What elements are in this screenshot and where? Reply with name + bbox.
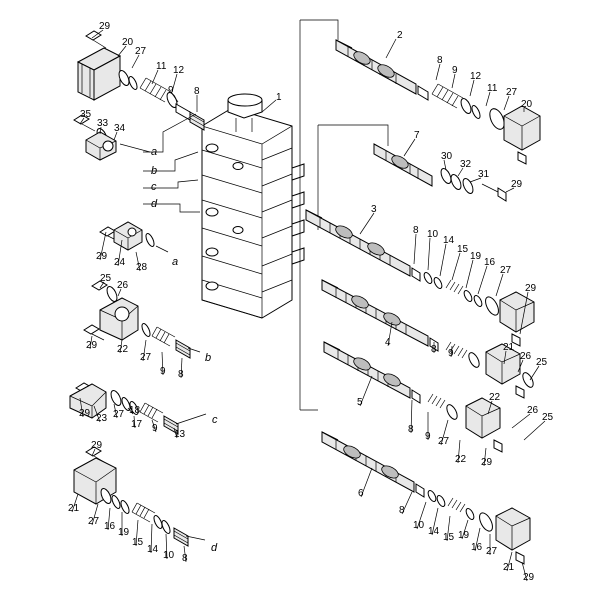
callout-8: 8 <box>431 344 437 355</box>
callout-6: 6 <box>358 488 364 499</box>
callout-14: 14 <box>428 526 440 537</box>
callout-27: 27 <box>113 409 125 420</box>
callout-12: 12 <box>470 71 482 82</box>
callout-b: b <box>205 352 212 364</box>
callout-20: 20 <box>122 37 134 48</box>
assembly-spool-6 <box>322 432 530 564</box>
callout-12: 12 <box>173 65 185 76</box>
callout-34: 34 <box>114 123 126 134</box>
callout-9: 9 <box>425 431 431 442</box>
callout-29: 29 <box>96 251 108 262</box>
valve-body-assembly <box>202 94 304 318</box>
callout-27: 27 <box>500 265 512 276</box>
callout-9: 9 <box>168 85 174 96</box>
callout-30: 30 <box>441 151 453 162</box>
assembly-a <box>100 222 168 252</box>
callout-16: 16 <box>104 521 116 532</box>
callout-3: 3 <box>371 204 377 215</box>
callout-29: 29 <box>523 572 535 583</box>
callout-19: 19 <box>118 527 130 538</box>
callout-31: 31 <box>478 169 490 180</box>
callout-10: 10 <box>413 520 425 531</box>
callout-29: 29 <box>99 21 111 32</box>
callout-14: 14 <box>147 544 159 555</box>
callout-8: 8 <box>399 505 405 516</box>
callout-29: 29 <box>79 408 91 419</box>
callout-23: 23 <box>96 413 108 424</box>
callout-21: 21 <box>68 503 80 514</box>
callout-27: 27 <box>140 352 152 363</box>
callout-29: 29 <box>86 340 98 351</box>
callout-25: 25 <box>542 412 554 423</box>
callout-25: 25 <box>536 357 548 368</box>
callout-9: 9 <box>448 348 454 359</box>
callout-19: 19 <box>470 251 482 262</box>
callout-20: 20 <box>521 99 533 110</box>
callout-35: 35 <box>80 109 92 120</box>
callout-15: 15 <box>457 244 469 255</box>
callout-a: a <box>172 256 179 268</box>
callout-2: 2 <box>397 30 403 41</box>
callout-32: 32 <box>460 159 472 170</box>
callout-8: 8 <box>437 55 443 66</box>
callout-1: 1 <box>276 92 282 103</box>
callout-11: 11 <box>156 61 167 72</box>
leader-lines-left <box>120 114 200 212</box>
callout-5: 5 <box>357 397 363 408</box>
callout-27: 27 <box>88 516 100 527</box>
callout-29: 29 <box>525 283 537 294</box>
callout-27: 27 <box>506 87 518 98</box>
callout-18: 18 <box>129 405 141 416</box>
callout-8: 8 <box>182 553 188 564</box>
callout-17: 17 <box>131 419 143 430</box>
callout-21: 21 <box>503 342 515 353</box>
callout-8: 8 <box>408 424 414 435</box>
callout-13: 13 <box>174 429 186 440</box>
assembly-spool-4 <box>322 280 535 398</box>
callout-33: 33 <box>97 118 109 129</box>
callout-a: a <box>151 146 158 158</box>
callout-29: 29 <box>91 440 103 451</box>
callout-d: d <box>211 542 218 554</box>
callout-c: c <box>212 414 218 426</box>
callout-22: 22 <box>117 344 129 355</box>
callout-8: 8 <box>413 225 419 236</box>
callout-26: 26 <box>520 351 532 362</box>
callout-14: 14 <box>443 235 455 246</box>
callout-27: 27 <box>438 436 450 447</box>
callout-24: 24 <box>114 257 126 268</box>
callout-9: 9 <box>152 423 158 434</box>
callout-27: 27 <box>135 46 147 57</box>
callout-26: 26 <box>117 280 129 291</box>
assembly-b <box>84 281 200 358</box>
callout-22: 22 <box>489 392 501 403</box>
callout-28: 28 <box>136 262 148 273</box>
callout-22: 22 <box>455 454 467 465</box>
assembly-35 <box>74 115 116 160</box>
callout-21: 21 <box>503 562 515 573</box>
assembly-spool-3 <box>306 210 537 346</box>
callout-c: c <box>151 181 157 193</box>
callout-7: 7 <box>414 130 420 141</box>
callout-9: 9 <box>452 65 458 76</box>
callout-29: 29 <box>511 179 523 190</box>
callout-4: 4 <box>385 337 391 348</box>
callout-15: 15 <box>132 537 144 548</box>
callout-9: 9 <box>160 366 166 377</box>
callout-15: 15 <box>443 532 455 543</box>
assembly-d <box>74 447 205 546</box>
callout-26: 26 <box>527 405 539 416</box>
callout-8: 8 <box>194 86 200 97</box>
callout-b: b <box>151 165 158 177</box>
callout-19: 19 <box>458 530 470 541</box>
callout-10: 10 <box>163 550 175 561</box>
callout-10: 10 <box>427 229 439 240</box>
callout-16: 16 <box>471 542 483 553</box>
callout-d: d <box>151 198 158 210</box>
callout-25: 25 <box>100 273 112 284</box>
callout-8: 8 <box>178 369 184 380</box>
callout-11: 11 <box>487 83 498 94</box>
callout-27: 27 <box>486 546 498 557</box>
callout-29: 29 <box>481 457 493 468</box>
callout-16: 16 <box>484 257 496 268</box>
